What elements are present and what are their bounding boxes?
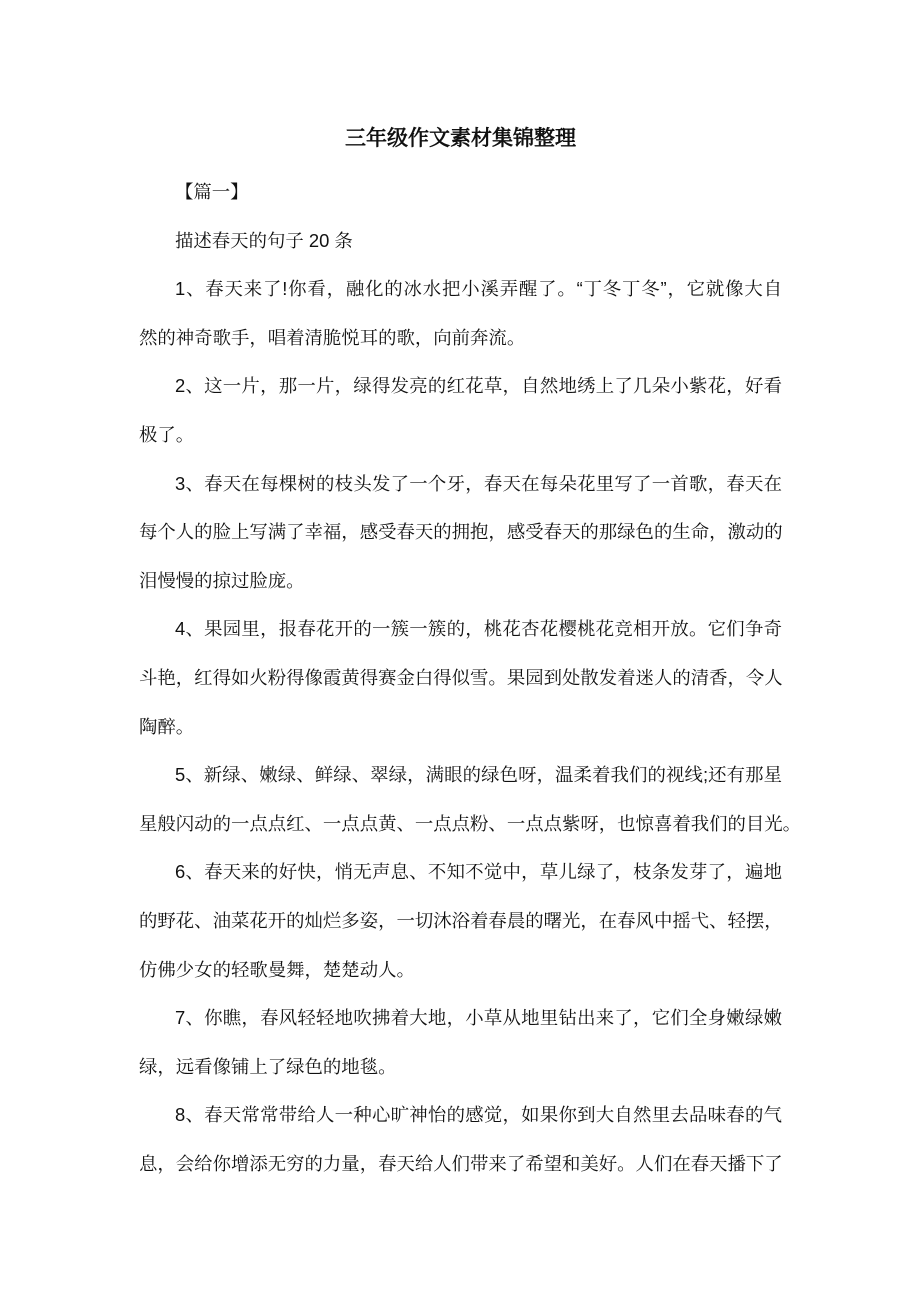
paragraph-line: 泪慢慢的掠过脸庞。 (139, 569, 305, 591)
paragraph-3 (139, 460, 782, 606)
subtitle-text: 描述春天的句子 20 条 (175, 229, 353, 251)
paragraph-line: 斗艳，红得如火粉得像霞黄得赛金白得似雪。果园到处散发着迷人的清香，令人 (139, 666, 783, 688)
paragraph-line: 息，会给你增添无穷的力量，春天给人们带来了希望和美好。人们在春天播下了 (139, 1152, 783, 1174)
subtitle (139, 217, 782, 266)
paragraph-6 (139, 848, 782, 994)
paragraph-line: 4、果园里，报春花开的一簇一簇的，桃花杏花樱桃花竞相开放。它们争奇 (175, 618, 782, 640)
paragraph-line: 星般闪动的一点点红、一点点黄、一点点粉、一点点紫呀，也惊喜着我们的目光。 (139, 812, 802, 834)
paragraph-line: 7、你瞧，春风轻轻地吹拂着大地，小草从地里钻出来了，它们全身嫩绿嫩 (175, 1007, 782, 1029)
section-label: 【篇一】 (175, 181, 249, 202)
paragraph-1 (139, 265, 782, 362)
paragraph-line: 6、春天来的好快，悄无声息、不知不觉中，草儿绿了，枝条发芽了，遍地 (175, 861, 782, 883)
paragraph-4 (139, 605, 782, 751)
paragraph-line: 陶醉。 (139, 715, 195, 737)
paragraph-line: 然的神奇歌手，唱着清脆悦耳的歌，向前奔流。 (139, 326, 526, 348)
paragraph-5 (139, 751, 802, 848)
paragraph-line: 仿佛少女的轻歌曼舞，楚楚动人。 (139, 958, 415, 980)
paragraph-line: 的野花、油菜花开的灿烂多姿，一切沐浴着春晨的曙光，在春风中摇弋、轻摆， (139, 909, 783, 931)
paragraph-line: 每个人的脸上写满了幸福，感受春天的拥抱，感受春天的那绿色的生命，激动的 (139, 521, 783, 543)
document-page (139, 120, 802, 1188)
document-title: 三年级作文素材集锦整理 (345, 127, 576, 150)
paragraph-list (139, 265, 802, 1188)
paragraph-line: 绿，远看像铺上了绿色的地毯。 (139, 1055, 397, 1077)
paragraph-7 (139, 994, 782, 1091)
paragraph-line: 2、这一片，那一片，绿得发亮的红花草，自然地绣上了几朵小紫花，好看 (175, 375, 782, 397)
paragraph-line: 极了。 (139, 423, 195, 445)
paragraph-line: 8、春天常常带给人一种心旷神怡的感觉，如果你到大自然里去品味春的气 (175, 1104, 782, 1126)
paragraph-line: 5、新绿、嫩绿、鲜绿、翠绿，满眼的绿色呀，温柔着我们的视线;还有那星 (175, 764, 782, 786)
paragraph-2 (139, 362, 782, 459)
section-heading (139, 168, 782, 217)
paragraph-line: 3、春天在每棵树的枝头发了一个牙，春天在每朵花里写了一首歌，春天在 (175, 472, 782, 494)
paragraph-8 (139, 1091, 782, 1188)
paragraph-line: 1、春天来了!你看，融化的冰水把小溪弄醒了。“丁冬丁冬”，它就像大自 (175, 278, 782, 300)
